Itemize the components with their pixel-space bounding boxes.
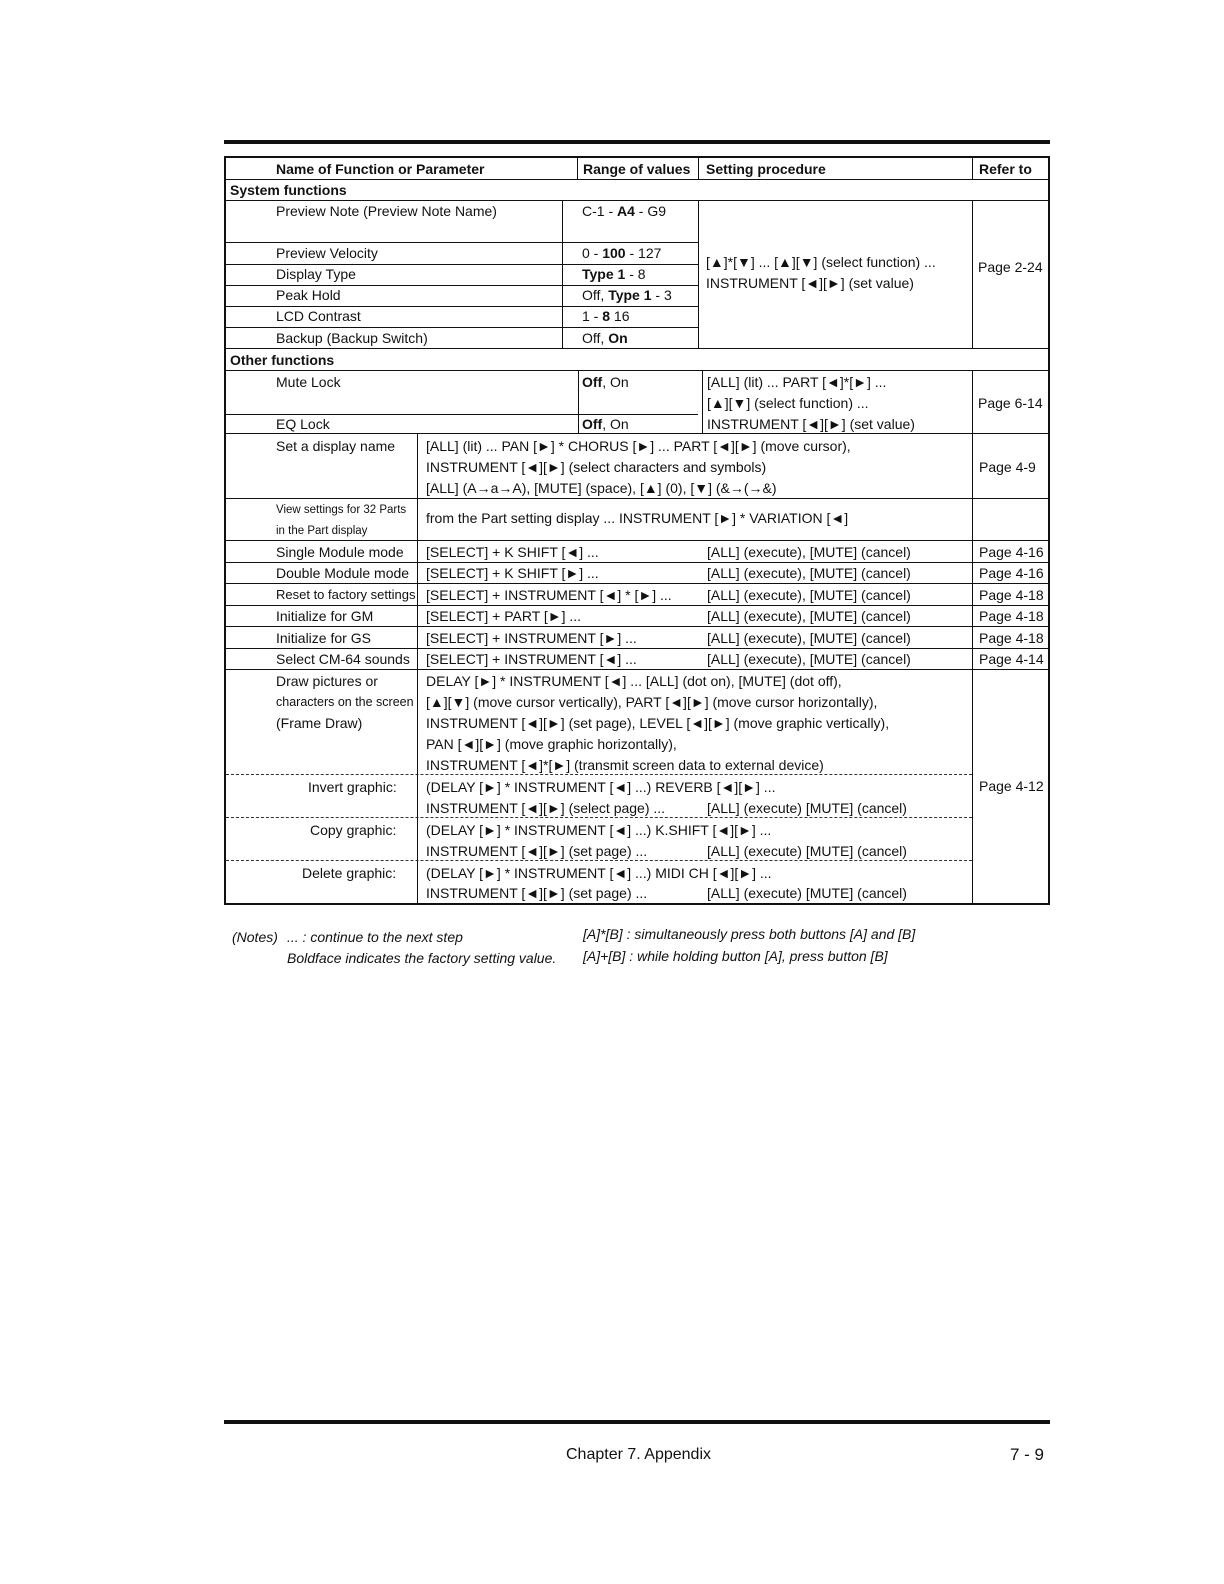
header-procedure: Setting procedure bbox=[706, 161, 826, 177]
view32-name: View settings for 32 Parts bbox=[276, 504, 407, 516]
action-exec: [ALL] (execute), [MUTE] (cancel) bbox=[707, 608, 911, 624]
graphic-procedure: (DELAY [►] * INSTRUMENT [◄] ...) K.SHIFT [◄][►] ... bbox=[426, 822, 772, 838]
action-refer: Page 4-14 bbox=[979, 651, 1044, 667]
header-range: Range of values bbox=[583, 161, 691, 177]
section-system: System functions bbox=[230, 182, 347, 198]
lock-procedure: INSTRUMENT [◄][►] (set value) bbox=[707, 416, 915, 432]
system-procedure: INSTRUMENT [◄][►] (set value) bbox=[706, 275, 914, 291]
eq-lock-range: Off, On bbox=[582, 416, 629, 432]
system-procedure: [▲]*[▼] ... [▲][▼] (select function) ... bbox=[706, 254, 936, 270]
action-name: Initialize for GM bbox=[276, 608, 374, 624]
chapter-title: Chapter 7. Appendix bbox=[566, 1446, 711, 1463]
display-name-refer: Page 4-9 bbox=[979, 459, 1036, 475]
action-exec: [ALL] (execute), [MUTE] (cancel) bbox=[707, 544, 911, 560]
notes-label: (Notes) bbox=[232, 929, 278, 945]
mute-lock-name: Mute Lock bbox=[276, 374, 341, 390]
graphic-procedure: (DELAY [►] * INSTRUMENT [◄] ...) REVERB [◄][►] ... bbox=[426, 779, 776, 795]
graphic-name: Copy graphic: bbox=[310, 822, 397, 838]
action-refer: Page 4-18 bbox=[979, 630, 1044, 646]
action-procedure: [SELECT] + K SHIFT [►] ... bbox=[426, 565, 599, 581]
action-name: Double Module mode bbox=[276, 565, 410, 581]
view32-procedure: from the Part setting display ... INSTRUMENT [►] * VARIATION [◄] bbox=[426, 510, 849, 526]
action-procedure: [SELECT] + PART [►] ... bbox=[426, 608, 582, 624]
section-other: Other functions bbox=[230, 352, 335, 368]
system-row-name: Backup (Backup Switch) bbox=[276, 330, 428, 346]
eq-lock-name: EQ Lock bbox=[276, 416, 330, 432]
note-continue: ... : continue to the next step bbox=[287, 929, 463, 945]
lock-procedure: [ALL] (lit) ... PART [◄]*[►] ... bbox=[707, 374, 887, 390]
action-procedure: [SELECT] + K SHIFT [◄] ... bbox=[426, 544, 599, 560]
note-boldface: Boldface indicates the factory setting value. bbox=[287, 950, 557, 966]
action-refer: Page 4-18 bbox=[979, 608, 1044, 624]
graphic-exec: [ALL] (execute) [MUTE] (cancel) bbox=[707, 885, 907, 901]
graphic-procedure: (DELAY [►] * INSTRUMENT [◄] ...) MIDI CH [◄][►] ... bbox=[426, 865, 772, 881]
graphic-name: Invert graphic: bbox=[308, 779, 397, 795]
note-simultaneous: [A]*[B] : simultaneously press both buttons [A] and [B] bbox=[583, 926, 916, 942]
graphic-name: Delete graphic: bbox=[302, 865, 397, 881]
header-refer: Refer to bbox=[979, 161, 1032, 177]
action-procedure: [SELECT] + INSTRUMENT [►] ... bbox=[426, 630, 637, 646]
page-number: 7 - 9 bbox=[1010, 1445, 1045, 1464]
system-row-range: 1 - 8 16 bbox=[582, 308, 630, 324]
action-refer: Page 4-18 bbox=[979, 587, 1044, 603]
draw-procedure: PAN [◄][►] (move graphic horizontally), bbox=[426, 736, 677, 752]
draw-procedure: [▲][▼] (move cursor vertically), PART [◄][►] (move cursor horizontally), bbox=[426, 694, 878, 710]
function-table bbox=[224, 156, 1050, 905]
action-name: Single Module mode bbox=[276, 544, 404, 560]
draw-name: (Frame Draw) bbox=[276, 715, 363, 731]
header-name: Name of Function or Parameter bbox=[276, 161, 485, 177]
display-name-procedure: [ALL] (A→a→A), [MUTE] (space), [▲] (0), [▼] (&→(→&) bbox=[426, 480, 777, 496]
action-refer: Page 4-16 bbox=[979, 565, 1044, 581]
action-procedure: [SELECT] + INSTRUMENT [◄] * [►] ... bbox=[426, 587, 672, 603]
bottom-rule bbox=[224, 1420, 1050, 1424]
view32-name: in the Part display bbox=[276, 525, 368, 537]
system-row-name: Preview Note (Preview Note Name) bbox=[276, 203, 497, 219]
system-row-range: C-1 - A4 - G9 bbox=[582, 203, 667, 219]
note-holding: [A]+[B] : while holding button [A], press button [B] bbox=[583, 948, 888, 964]
draw-procedure: INSTRUMENT [◄]*[►] (transmit screen data to external device) bbox=[426, 757, 824, 773]
lock-refer: Page 6-14 bbox=[978, 395, 1043, 411]
draw-name: characters on the screen bbox=[276, 695, 414, 709]
system-row-range: Off, Type 1 - 3 bbox=[582, 287, 672, 303]
action-name: Reset to factory settings bbox=[276, 587, 416, 602]
display-name-name: Set a display name bbox=[276, 438, 396, 454]
graphic-exec: [ALL] (execute) [MUTE] (cancel) bbox=[707, 800, 907, 816]
graphic-exec: [ALL] (execute) [MUTE] (cancel) bbox=[707, 843, 907, 859]
system-refer: Page 2-24 bbox=[978, 259, 1043, 275]
mute-lock-range: Off, On bbox=[582, 374, 629, 390]
system-row-name: LCD Contrast bbox=[276, 308, 361, 324]
graphic-procedure: INSTRUMENT [◄][►] (set page) ... bbox=[426, 843, 648, 859]
graphic-procedure: INSTRUMENT [◄][►] (select page) ... bbox=[426, 800, 666, 816]
action-exec: [ALL] (execute), [MUTE] (cancel) bbox=[707, 565, 911, 581]
system-row-name: Preview Velocity bbox=[276, 245, 378, 261]
graphic-procedure: INSTRUMENT [◄][►] (set page) ... bbox=[426, 885, 648, 901]
draw-procedure: DELAY [►] * INSTRUMENT [◄] ... [ALL] (dot on), [MUTE] (dot off), bbox=[426, 673, 842, 689]
system-row-range: Off, On bbox=[582, 330, 628, 346]
action-name: Initialize for GS bbox=[276, 630, 371, 646]
action-refer: Page 4-16 bbox=[979, 544, 1044, 560]
action-exec: [ALL] (execute), [MUTE] (cancel) bbox=[707, 630, 911, 646]
draw-name: Draw pictures or bbox=[276, 673, 378, 689]
system-row-range: 0 - 100 - 127 bbox=[582, 245, 662, 261]
action-exec: [ALL] (execute), [MUTE] (cancel) bbox=[707, 651, 911, 667]
system-row-range: Type 1 - 8 bbox=[582, 266, 646, 282]
lock-procedure: [▲][▼] (select function) ... bbox=[707, 395, 869, 411]
action-name: Select CM-64 sounds bbox=[276, 651, 410, 667]
display-name-procedure: [ALL] (lit) ... PAN [►] * CHORUS [►] ... PART [◄][►] (move cursor), bbox=[426, 438, 851, 454]
top-rule bbox=[224, 140, 1050, 144]
draw-procedure: INSTRUMENT [◄][►] (set page), LEVEL [◄][►] (move graphic vertically), bbox=[426, 715, 890, 731]
action-exec: [ALL] (execute), [MUTE] (cancel) bbox=[707, 587, 911, 603]
action-procedure: [SELECT] + INSTRUMENT [◄] ... bbox=[426, 651, 637, 667]
draw-refer: Page 4-12 bbox=[979, 778, 1044, 794]
display-name-procedure: INSTRUMENT [◄][►] (select characters and symbols) bbox=[426, 459, 767, 475]
system-row-name: Display Type bbox=[276, 266, 356, 282]
system-row-name: Peak Hold bbox=[276, 287, 341, 303]
